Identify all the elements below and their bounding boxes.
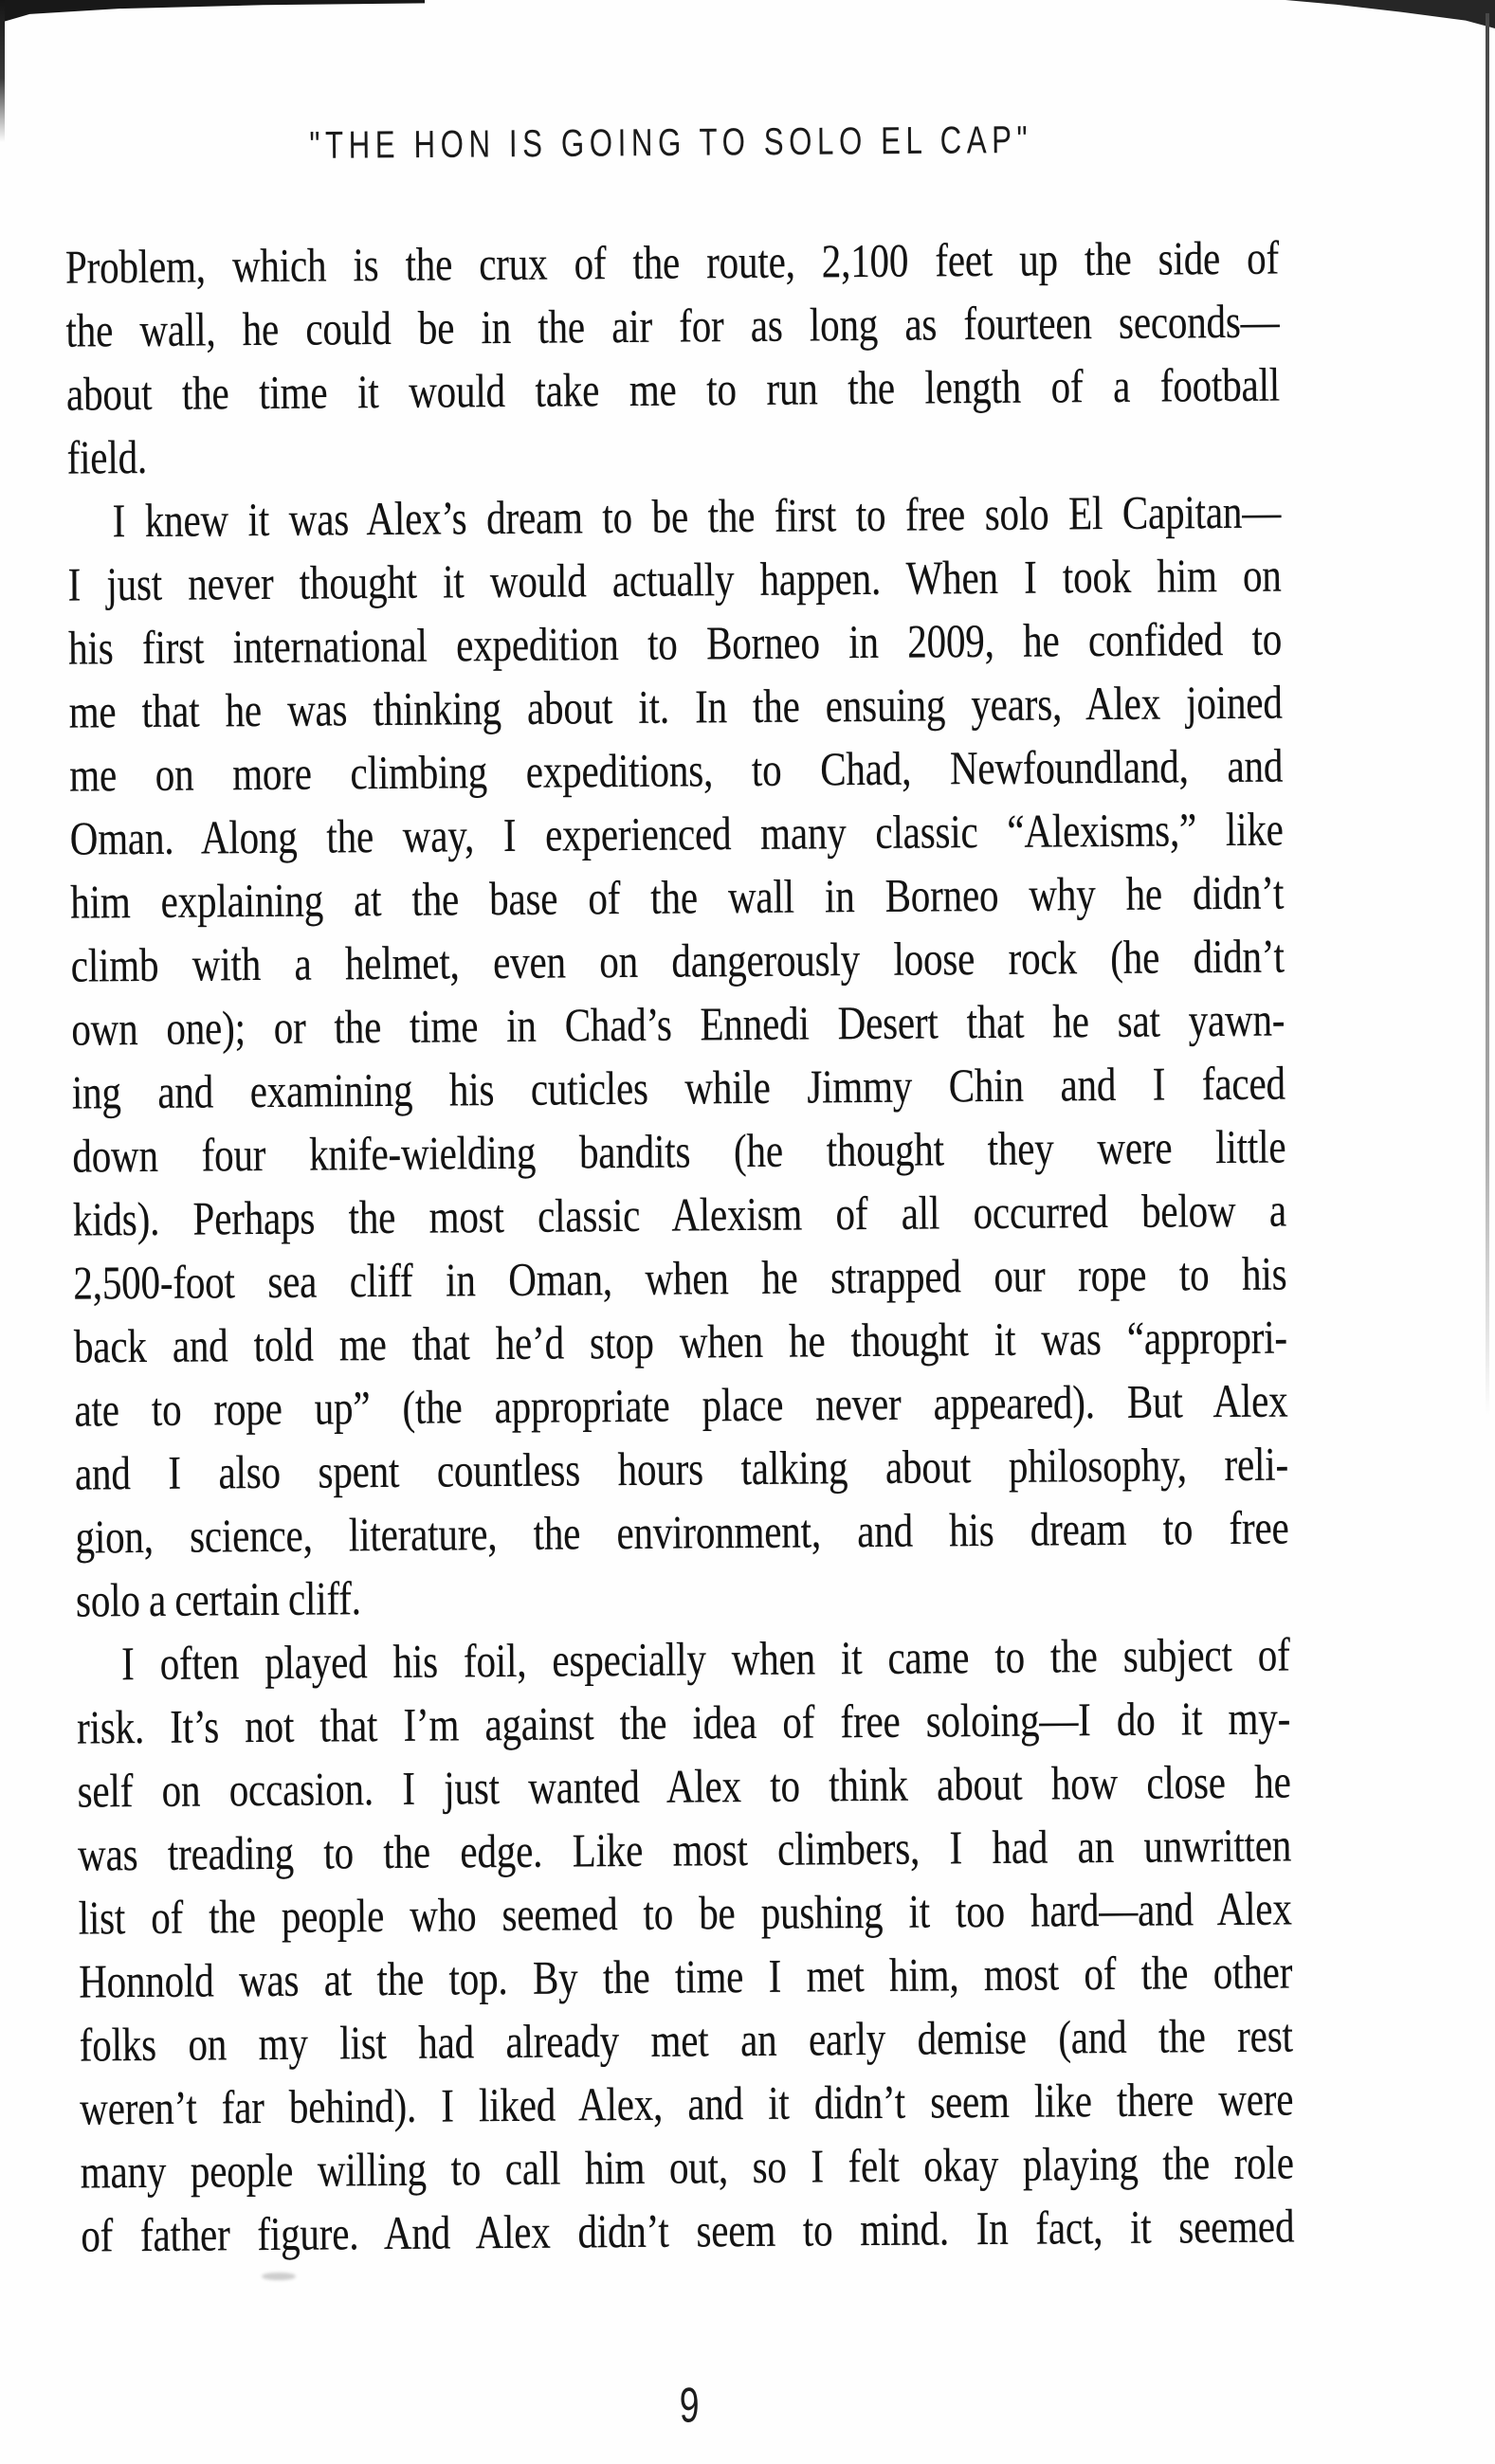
text-line: back and told me that he’d stop when he thought it was “appropri- (73, 1310, 1288, 1373)
text-line: 2,500-foot sea cliff in Oman, when he strapped our rope to his (73, 1246, 1287, 1310)
text-line: Oman. Along the way, I experienced many classic “Alexisms,” like (69, 802, 1284, 865)
text-line: climb with a helmet, even on dangerously loose rock (he didn’t (70, 929, 1285, 992)
text-line: and I also spent countless hours talking about philosophy, reli- (74, 1437, 1289, 1500)
text-line: Honnold was at the top. By the time I met him, most of the other (78, 1945, 1293, 2008)
running-header-text: "THE HON IS GOING TO SOLO EL CAP" (309, 118, 1033, 168)
text-line: Problem, which is the crux of the route, 2,100 feet up the side of (64, 230, 1280, 294)
text-line: him explaining at the base of the wall in Borneo why he didn’t (70, 865, 1285, 929)
text-line: solo a certain cliff. (75, 1571, 361, 1627)
text-line: own one); or the time in Chad’s Ennedi Desert that he sat yawn- (71, 992, 1285, 1056)
text-line: me on more climbing expeditions, to Chad, Newfoundland, and (68, 738, 1284, 802)
text-line: was treading to the edge. Like most climbers, I had an unwritten (77, 1818, 1292, 1881)
text-line: ing and examining his cuticles while Jimmy Chin and I faced (71, 1056, 1286, 1119)
text-line: about the time it would take me to run the length of a football (65, 357, 1281, 421)
text-line: I just never thought it would actually happen. When I took him on (67, 548, 1282, 611)
page-number-text: 9 (679, 2378, 700, 2434)
body-text (65, 226, 1295, 2268)
text-line: down four knife-wielding bandits (he thought they were little (72, 1119, 1286, 1183)
text-line: I knew it was Alex’s dream to be the first to free solo El Capitan— (112, 484, 1282, 548)
text-line: list of the people who seemed to be pushing it too hard—and Alex (78, 1881, 1292, 1945)
text-line: folks on my list had already met an early demise (and the rest (79, 2008, 1293, 2072)
text-line: I often played his foil, especially when it came to the subject of (120, 1627, 1290, 1691)
text-line: risk. It’s not that I’m against the idea of free soloing—I do it my- (76, 1691, 1291, 1754)
text-line: of father figure. And Alex didn’t seem to mind. In fact, it seemed (81, 2199, 1295, 2262)
scan-artifact-page-edge-line (1486, 13, 1489, 1416)
text-line: his first international expedition to Borneo in 2009, he confided to (67, 611, 1283, 675)
text-line: weren’t far behind). I liked Alex, and it didn’t seem like there were (80, 2072, 1294, 2135)
text-line: gion, science, literature, the environment, and his dream to free (75, 1500, 1289, 1564)
text-line: many people willing to call him out, so I felt okay playing the role (80, 2135, 1294, 2199)
text-line: field. (66, 429, 148, 484)
text-line: self on occasion. I just wanted Alex to think about how close he (77, 1754, 1291, 1818)
scan-artifact-left-edge-line (0, 0, 5, 142)
text-line: me that he was thinking about it. In the ensuing years, Alex joined (68, 675, 1283, 738)
scan-artifact-smudge (262, 2273, 296, 2280)
text-line: kids). Perhaps the most classic Alexism of all occurred below a (72, 1183, 1287, 1246)
running-header (64, 118, 1278, 169)
text-line: ate to rope up” (the appropriate place never appeared). But Alex (74, 1373, 1288, 1437)
page-number (82, 2373, 1296, 2439)
text-line: the wall, he could be in the air for as long as fourteen seconds— (65, 294, 1280, 357)
